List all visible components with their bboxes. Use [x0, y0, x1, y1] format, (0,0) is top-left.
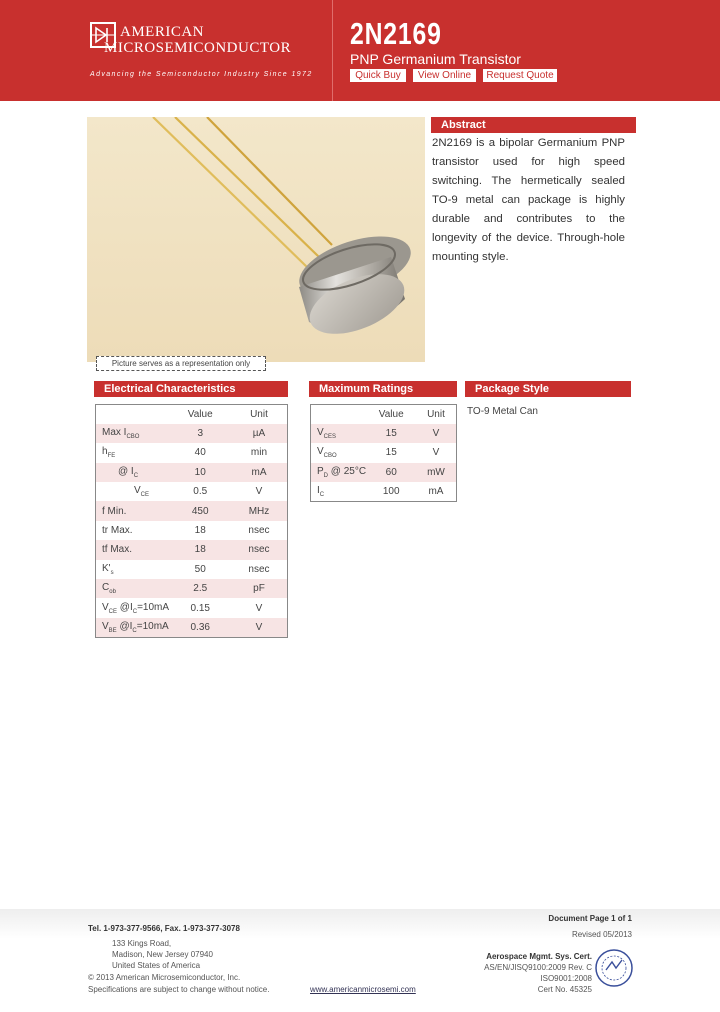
parameter-cell: $K'_s$	[102, 562, 114, 576]
footer-address-line3: United States of America	[112, 961, 201, 970]
electrical-characteristics-heading: Electrical Characteristics	[94, 381, 288, 397]
logo-text-line2: MICROSEMICONDUCTOR	[104, 40, 292, 56]
table-row	[96, 424, 288, 443]
unit-cell: nsec	[231, 540, 288, 559]
photo-caption: Picture serves as a representation only	[96, 356, 266, 371]
document-page: Document Page 1 of 1	[548, 914, 632, 923]
product-photo	[87, 117, 425, 362]
table-row	[96, 598, 288, 617]
table-row	[96, 618, 288, 637]
table-row	[96, 443, 288, 462]
company-tagline: Advancing the Semiconductor Industry Since 1972	[90, 71, 313, 78]
parameter-cell: @ $I_C$	[96, 463, 170, 482]
view-online-button[interactable]: View Online	[413, 69, 476, 82]
footer-website-link[interactable]: www.americanmicrosemi.com	[310, 985, 416, 994]
footer-address-line1: 133 Kings Road,	[112, 939, 172, 948]
footer-phone: Tel. 1-973-377-9566, Fax. 1-973-377-3078	[88, 924, 240, 933]
table-row	[96, 540, 288, 559]
unit-cell: MHz	[231, 501, 288, 520]
quick-buy-button[interactable]: Quick Buy	[350, 69, 406, 82]
parameter-cell: f Min.	[96, 501, 170, 520]
value-cell: 450	[169, 501, 230, 520]
parameter-cell: $V_{CBO}$	[317, 446, 337, 460]
package-style-text: TO-9 Metal Can	[467, 406, 538, 417]
unit-cell: V	[231, 618, 288, 637]
value-cell: 60	[366, 463, 415, 482]
footer-copyright: © 2013 American Microsemiconductor, Inc.	[88, 973, 241, 982]
unit-cell: V	[432, 447, 440, 459]
unit-cell: µA	[231, 424, 288, 443]
table-row	[311, 443, 457, 462]
value-cell: 15	[385, 447, 397, 459]
table-header-row	[311, 405, 457, 424]
request-quote-button[interactable]: Request Quote	[483, 69, 557, 82]
value-cell: 100	[382, 486, 400, 497]
maximum-ratings-heading: Maximum Ratings	[309, 381, 457, 397]
column-header-value: Value	[187, 408, 213, 420]
value-cell: 3	[169, 424, 230, 443]
table-row	[96, 501, 288, 520]
column-header-value: Value	[378, 408, 404, 420]
footer-disclaimer: Specifications are subject to change without notice.	[88, 985, 270, 994]
table-row	[96, 463, 288, 482]
parameter-cell: $h_{FE}$	[102, 446, 116, 460]
value-cell: 0.5	[193, 486, 208, 498]
cert-iso: ISO9001:2008	[540, 974, 592, 983]
abstract-heading: Abstract	[431, 117, 636, 133]
page-header	[0, 0, 720, 101]
unit-cell: min	[250, 447, 268, 459]
unit-cell: V	[255, 486, 263, 498]
table-row	[96, 579, 288, 598]
column-header-unit: Unit	[250, 408, 268, 420]
parameter-cell: $V_{BE}$ $@I_C=10mA$	[96, 618, 170, 637]
unit-cell: V	[255, 602, 263, 614]
value-cell: 2.5	[169, 579, 230, 598]
table-row	[96, 560, 288, 579]
abstract-text: 2N2169 is a bipolar Germanium PNP transistor used for high speed switching. The hermetically sealed TO-9 metal can package is highly durable and contributes to the longevity of the device. Through-hole mounting style.	[432, 137, 625, 263]
value-cell: 0.15	[190, 602, 210, 614]
revised-date: Revised 05/2013	[571, 930, 632, 939]
value-cell: 40	[194, 447, 206, 459]
table-row	[96, 521, 288, 540]
parameter-cell: $P_D$ @ 25°C	[311, 463, 367, 482]
part-subtitle: PNP Germanium Transistor	[350, 51, 521, 67]
footer-address-line2: Madison, New Jersey 07940	[112, 950, 213, 959]
parameter-cell: $I_C$	[317, 485, 325, 498]
part-number: 2N2169	[350, 16, 442, 51]
table-row	[311, 482, 457, 501]
unit-cell: pF	[231, 579, 288, 598]
table-row	[96, 482, 288, 501]
parameter-cell: Max $I_{CBO}$	[96, 424, 170, 443]
value-cell: 18	[169, 540, 230, 559]
parameter-cell: $V_{CE}$ $@I_C=10mA$	[102, 601, 170, 615]
package-style-heading: Package Style	[465, 381, 631, 397]
cert-title: Aerospace Mgmt. Sys. Cert.	[486, 952, 592, 961]
unit-cell: nsec	[248, 525, 270, 537]
parameter-cell: $C_{ob}$	[96, 579, 170, 598]
table-row	[311, 463, 457, 482]
value-cell: 10	[169, 463, 230, 482]
parameter-cell: tr Max.	[102, 525, 133, 537]
certification-seal-icon	[594, 948, 634, 988]
maximum-ratings-table	[310, 404, 457, 502]
unit-cell: nsec	[248, 563, 270, 575]
parameter-cell: $V_{CES}$	[311, 424, 367, 443]
value-cell: 18	[194, 525, 206, 537]
unit-cell: mA	[231, 463, 288, 482]
value-cell: 15	[366, 424, 415, 443]
logo-text-line1: AMERICAN	[120, 24, 205, 40]
column-header-unit: Unit	[427, 408, 445, 420]
cert-standard: AS/EN/JISQ9100:2009 Rev. C	[484, 963, 592, 972]
cert-number: Cert No. 45325	[537, 985, 592, 994]
unit-cell: mA	[428, 486, 444, 497]
parameter-cell: tf Max.	[96, 540, 170, 559]
unit-cell: mW	[416, 463, 457, 482]
value-cell: 50	[194, 563, 206, 575]
unit-cell: V	[416, 424, 457, 443]
header-divider	[332, 0, 333, 101]
electrical-characteristics-table	[95, 404, 288, 638]
table-header-row	[96, 405, 288, 424]
table-row	[311, 424, 457, 443]
value-cell: 0.36	[169, 618, 230, 637]
parameter-cell: $V_{CE}$	[134, 485, 150, 499]
transistor-illustration	[87, 117, 425, 362]
